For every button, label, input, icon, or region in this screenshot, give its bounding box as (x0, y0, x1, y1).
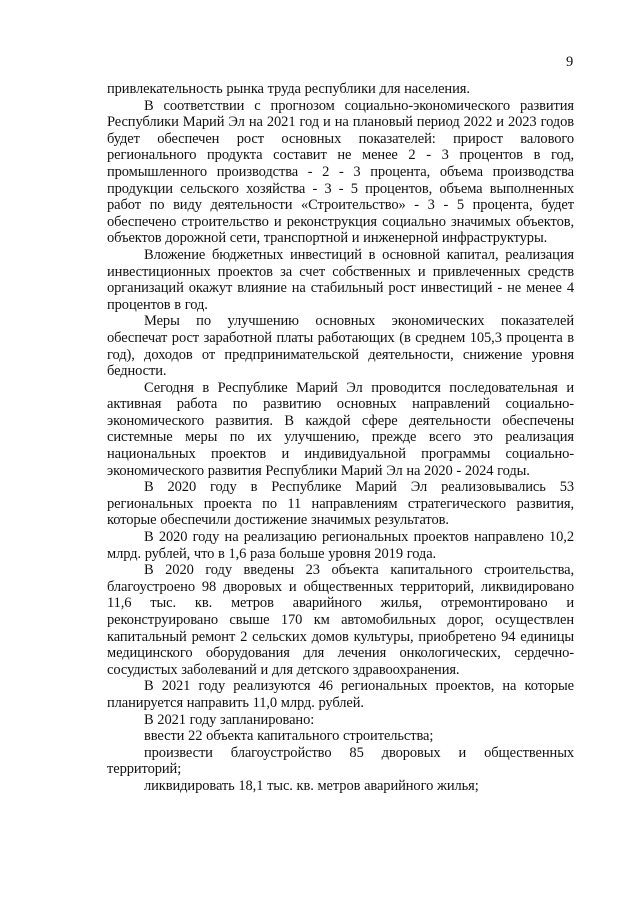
paragraph: В 2021 году реализуются 46 региональных проектов, на которые планируется направить 11,0 млрд. рублей. (107, 678, 574, 711)
paragraph: привлекательность рынка труда республики для населения. (107, 81, 470, 97)
paragraph: В 2020 году введены 23 объекта капитального строительства, благоустроено 98 дворовых и общественных территорий, ликвидировано 11,6 тыс. кв. метров аварийного жилья, отремонтировано и реконструировано свыше 170 км автомобильных дорог, осуществлен капитальный ремонт 2 сельских домов культуры, приобретено 94 единицы медицинского оборудования для лечения онкологических, сердечно-сосудистых заболеваний и для детского здравоохранения. (107, 562, 574, 678)
paragraph: В 2021 году запланировано: (144, 711, 315, 728)
paragraph: ввести 22 объекта капитального строительства; (144, 728, 434, 745)
paragraph: В 2020 году в Республике Марий Эл реализовывались 53 региональных проекта по 11 направлениям стратегического развития, которые обеспечили достижение значимых результатов. (107, 479, 574, 529)
paragraph: В соответствии с прогнозом социально-экономического развития Республики Марий Эл на 2021 год и на плановый период 2022 и 2023 годов будет обеспечен рост основных показателей: прирост валового регионального продукта составит не менее 2 - 3 процентов в год, промышленного производства - 2 - 3 процента, объема производства продукции сельского хозяйства - 3 - 5 процентов, объема выполненных работ по виду деятельности «Строительство» - 3 - 5 процента, будет обеспечено строительство и реконструкция социально значимых объектов, объектов дорожной сети, транспортной и инженерной инфраструктуры. (107, 97, 574, 247)
paragraph: Вложение бюджетных инвестиций в основной капитал, реализация инвестиционных проектов за счет собственных и привлеченных средств организаций окажут влияние на стабильный рост инвестиций - не менее 4 процентов в год. (107, 246, 574, 313)
page-number: 9 (566, 54, 574, 70)
paragraph: Сегодня в Республике Марий Эл проводится последовательная и активная работа по развитию основных направлений социально-экономического развития. В каждой сфере деятельности обеспечены системные меры по их улучшению, прежде всего это реализация национальных проектов и индивидуальной программы социально-экономического развития Республики Марий Эл на 2020 - 2024 годы. (107, 379, 574, 479)
paragraph: В 2020 году на реализацию региональных проектов направлено 10,2 млрд. рублей, что в 1,6 раза больше уровня 2019 года. (107, 529, 574, 562)
paragraph: Меры по улучшению основных экономических показателей обеспечат рост заработной платы работающих (в среднем 105,3 процента в год), доходов от предпринимательской деятельности, снижение уровня бедности. (107, 313, 574, 380)
paragraph: ликвидировать 18,1 тыс. кв. метров аварийного жилья; (144, 777, 479, 794)
paragraph: произвести благоустройство 85 дворовых и общественных территорий; (107, 744, 574, 778)
document-body (107, 81, 574, 795)
